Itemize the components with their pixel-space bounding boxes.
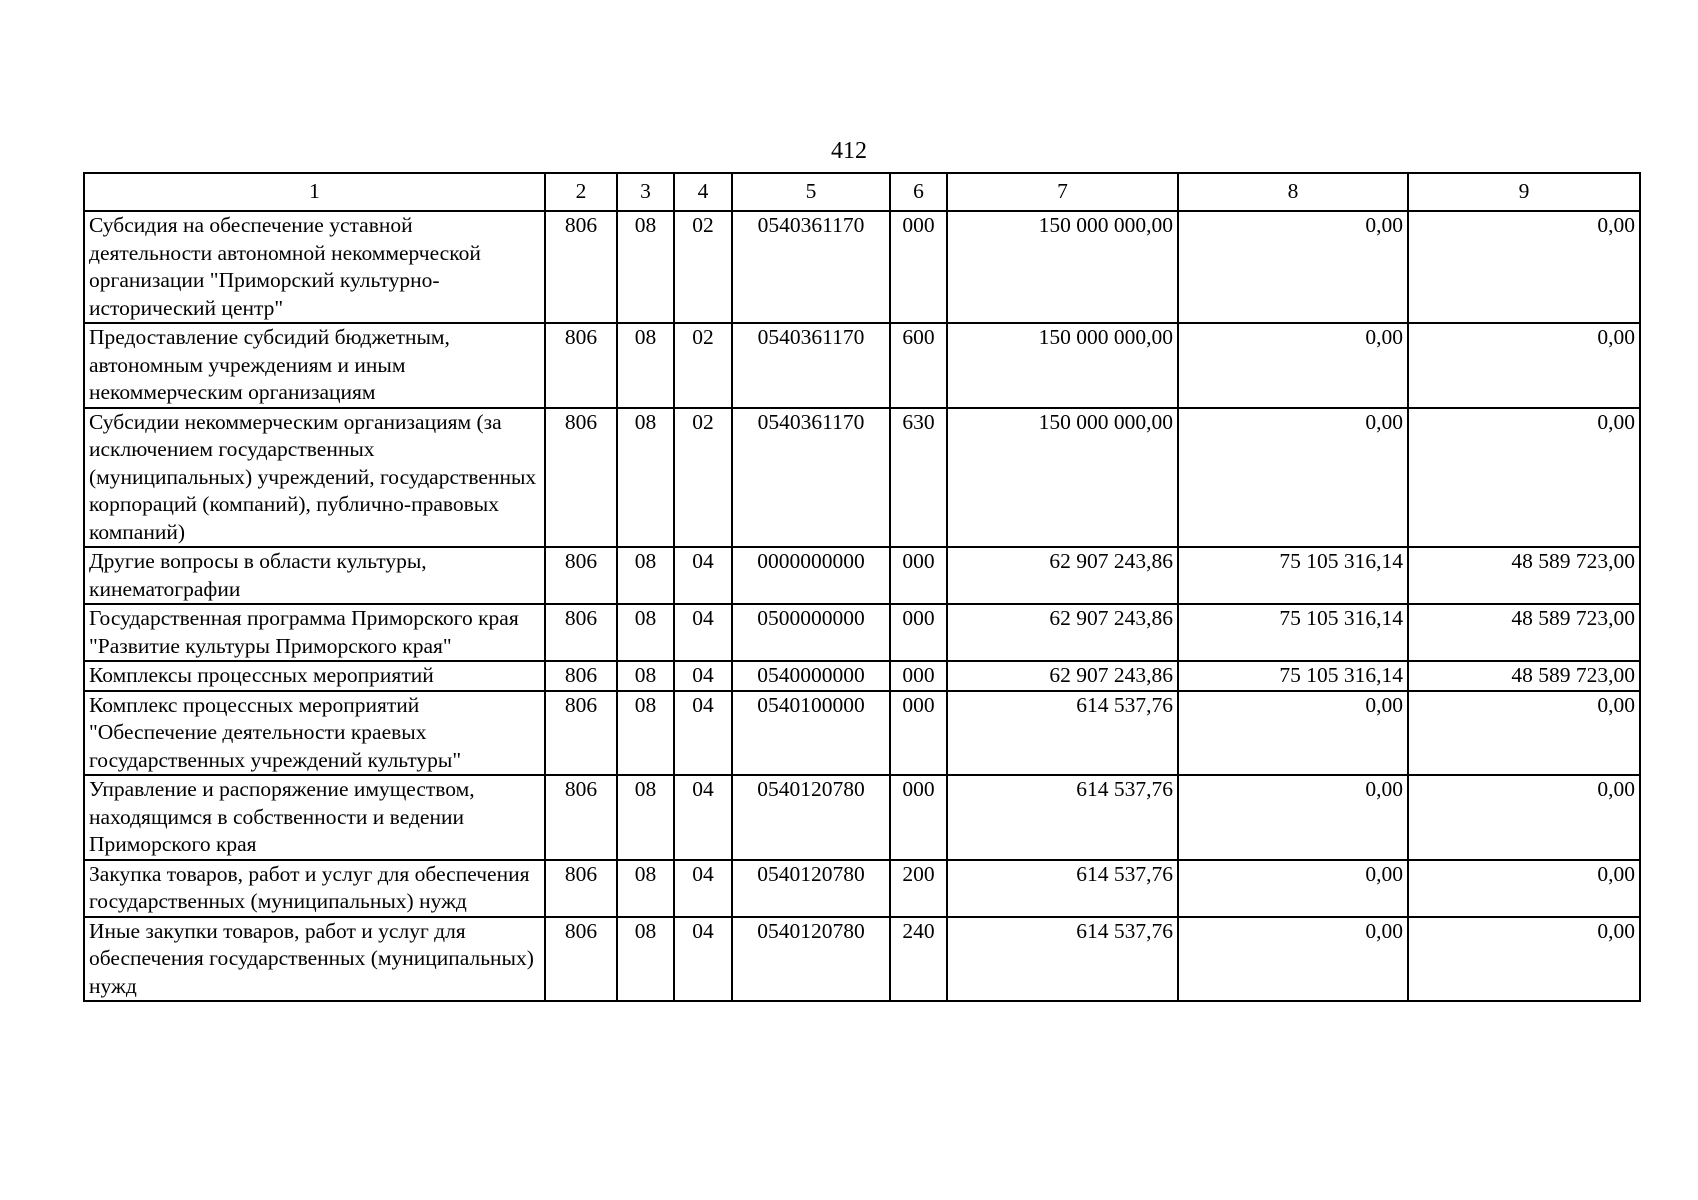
target-article-cell: 0540120780 [732,917,890,1002]
amount-cell: 614 537,76 [947,860,1178,917]
admin-code-cell: 806 [545,917,617,1002]
subsection-cell: 02 [674,211,732,323]
subsection-cell: 02 [674,408,732,548]
page-number: 412 [831,138,867,164]
target-article-cell: 0540120780 [732,775,890,860]
section-cell: 08 [617,775,674,860]
admin-code-cell: 806 [545,408,617,548]
amount-cell: 0,00 [1178,408,1408,548]
amount-cell: 48 589 723,00 [1408,661,1640,691]
amount-cell: 75 105 316,14 [1178,661,1408,691]
amount-cell: 62 907 243,86 [947,547,1178,604]
amount-cell: 150 000 000,00 [947,408,1178,548]
subsection-cell: 02 [674,323,732,408]
amount-cell: 0,00 [1178,323,1408,408]
section-cell: 08 [617,604,674,661]
amount-cell: 48 589 723,00 [1408,547,1640,604]
amount-cell: 0,00 [1178,775,1408,860]
column-header: 6 [890,173,947,211]
column-header: 7 [947,173,1178,211]
section-cell: 08 [617,211,674,323]
section-cell: 08 [617,408,674,548]
amount-cell: 150 000 000,00 [947,323,1178,408]
table-row [84,661,1640,691]
admin-code-cell: 806 [545,547,617,604]
target-article-cell: 0540361170 [732,211,890,323]
column-header: 4 [674,173,732,211]
table-row [84,917,1640,1002]
expense-type-cell: 200 [890,860,947,917]
row-name-cell: Закупка товаров, работ и услуг для обеспечения государственных (муниципальных) нужд [84,860,545,917]
admin-code-cell: 806 [545,323,617,408]
column-header: 2 [545,173,617,211]
table-row [84,691,1640,776]
header-row [84,173,1640,211]
amount-cell: 0,00 [1408,860,1640,917]
table-row [84,323,1640,408]
amount-cell: 614 537,76 [947,691,1178,776]
row-name-cell: Субсидия на обеспечение уставной деятельности автономной некоммерческой организации "Приморский культурно-исторический центр" [84,211,545,323]
expense-type-cell: 000 [890,661,947,691]
expense-type-cell: 000 [890,211,947,323]
expense-type-cell: 600 [890,323,947,408]
amount-cell: 614 537,76 [947,917,1178,1002]
section-cell: 08 [617,661,674,691]
amount-cell: 0,00 [1178,860,1408,917]
row-name-cell: Комплексы процессных мероприятий [84,661,545,691]
amount-cell: 614 537,76 [947,775,1178,860]
column-header: 3 [617,173,674,211]
target-article-cell: 0540361170 [732,408,890,548]
target-article-cell: 0000000000 [732,547,890,604]
subsection-cell: 04 [674,661,732,691]
section-cell: 08 [617,860,674,917]
column-header: 8 [1178,173,1408,211]
expense-type-cell: 000 [890,604,947,661]
admin-code-cell: 806 [545,860,617,917]
row-name-cell: Управление и распоряжение имуществом, находящимся в собственности и ведении Приморского края [84,775,545,860]
amount-cell: 0,00 [1178,917,1408,1002]
amount-cell: 0,00 [1408,775,1640,860]
row-name-cell: Государственная программа Приморского края "Развитие культуры Приморского края" [84,604,545,661]
subsection-cell: 04 [674,547,732,604]
amount-cell: 48 589 723,00 [1408,604,1640,661]
expense-type-cell: 240 [890,917,947,1002]
amount-cell: 62 907 243,86 [947,661,1178,691]
admin-code-cell: 806 [545,661,617,691]
target-article-cell: 0540000000 [732,661,890,691]
table-row [84,860,1640,917]
section-cell: 08 [617,691,674,776]
table-row [84,408,1640,548]
expense-type-cell: 000 [890,775,947,860]
section-cell: 08 [617,323,674,408]
amount-cell: 0,00 [1178,211,1408,323]
target-article-cell: 0540361170 [732,323,890,408]
admin-code-cell: 806 [545,691,617,776]
row-name-cell: Предоставление субсидий бюджетным, автономным учреждениям и иным некоммерческим организациям [84,323,545,408]
column-header: 9 [1408,173,1640,211]
target-article-cell: 0500000000 [732,604,890,661]
table-row [84,775,1640,860]
subsection-cell: 04 [674,775,732,860]
table-row [84,604,1640,661]
section-cell: 08 [617,917,674,1002]
amount-cell: 75 105 316,14 [1178,604,1408,661]
amount-cell: 0,00 [1178,691,1408,776]
amount-cell: 62 907 243,86 [947,604,1178,661]
amount-cell: 0,00 [1408,408,1640,548]
expense-type-cell: 630 [890,408,947,548]
row-name-cell: Субсидии некоммерческим организациям (за исключением государственных (муниципальных) учреждений, государственных корпораций (компаний), публично-правовых компаний) [84,408,545,548]
amount-cell: 0,00 [1408,323,1640,408]
subsection-cell: 04 [674,860,732,917]
column-header: 5 [732,173,890,211]
admin-code-cell: 806 [545,604,617,661]
target-article-cell: 0540100000 [732,691,890,776]
amount-cell: 0,00 [1408,691,1640,776]
row-name-cell: Другие вопросы в области культуры, кинематографии [84,547,545,604]
section-cell: 08 [617,547,674,604]
subsection-cell: 04 [674,691,732,776]
amount-cell: 0,00 [1408,211,1640,323]
amount-cell: 150 000 000,00 [947,211,1178,323]
subsection-cell: 04 [674,917,732,1002]
expense-type-cell: 000 [890,547,947,604]
column-header: 1 [84,173,545,211]
table-row [84,211,1640,323]
amount-cell: 0,00 [1408,917,1640,1002]
table-row [84,547,1640,604]
row-name-cell: Иные закупки товаров, работ и услуг для обеспечения государственных (муниципальных) нужд [84,917,545,1002]
target-article-cell: 0540120780 [732,860,890,917]
budget-table [83,172,1641,1002]
admin-code-cell: 806 [545,775,617,860]
expense-type-cell: 000 [890,691,947,776]
row-name-cell: Комплекс процессных мероприятий "Обеспечение деятельности краевых государственных учреждений культуры" [84,691,545,776]
subsection-cell: 04 [674,604,732,661]
admin-code-cell: 806 [545,211,617,323]
amount-cell: 75 105 316,14 [1178,547,1408,604]
